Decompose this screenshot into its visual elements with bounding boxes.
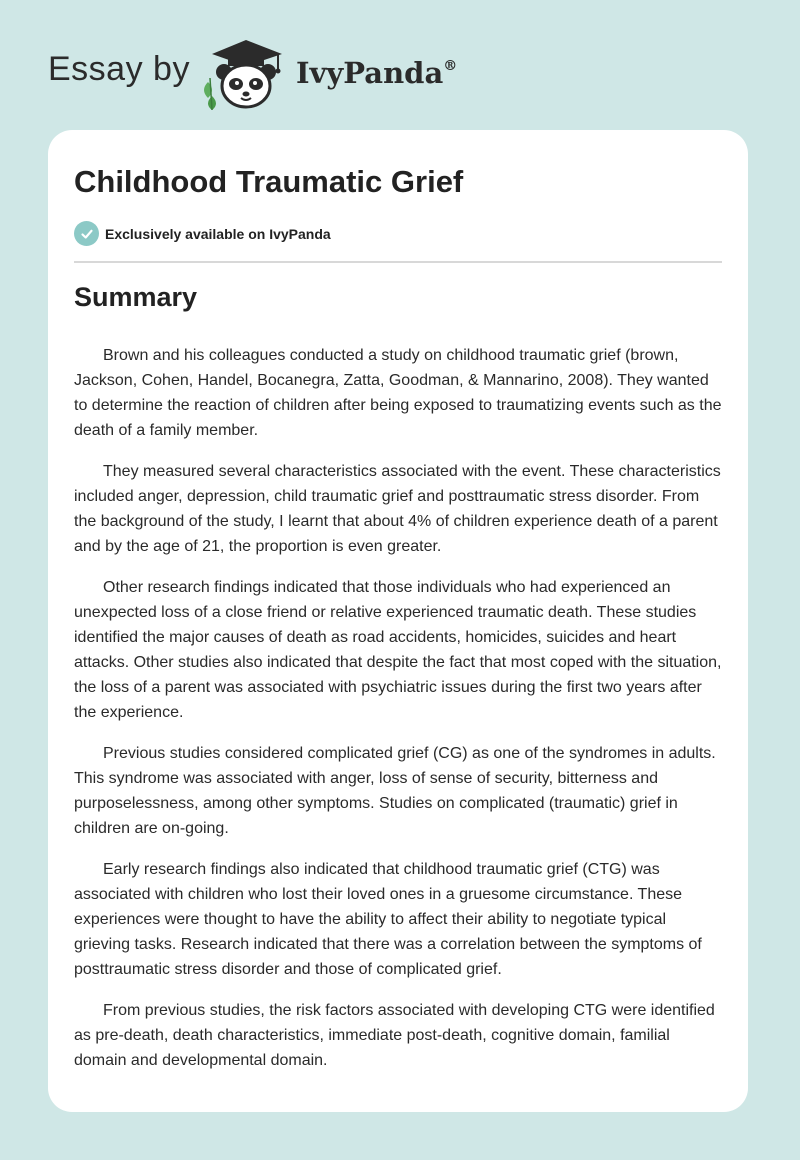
- paragraph: Brown and his colleagues conducted a study on childhood traumatic grief (brown, Jackson, Cohen, Handel, Bocanegra, Zatta, Goodman, & Mannarino, 2008). They wanted to determine the reaction of children after being exposed to traumatizing events such as the death of a family member.: [74, 347, 722, 439]
- site-header: [48, 34, 548, 114]
- essay-body: [74, 343, 722, 1089]
- exclusive-badge-label: Exclusively available on IvyPanda: [105, 225, 331, 242]
- page-title: Childhood Traumatic Grief: [74, 164, 464, 199]
- divider: [74, 261, 722, 263]
- paragraph: Other research findings indicated that those individuals who had experienced an unexpected loss of a close friend or relative experienced traumatic death. These studies identified the major causes of death as road accidents, homicides, suicides and heart attacks. Other studies also indicated that despite the fact that most coped with the situation, the loss of a parent was associated with psychiatric issues during the first two years after the experience.: [74, 579, 722, 721]
- panda-logo-icon[interactable]: [198, 34, 290, 110]
- paragraph: Early research findings also indicated that childhood traumatic grief (CTG) was associated with children who lost their loved ones in a gruesome circumstance. These experiences were thought to have the ability to affect their ability to negotiate typical grieving tasks. Research indicated that there was a correlation between the symptoms of posttraumatic stress disorder and those of complicated grief.: [74, 861, 702, 978]
- paragraph: They measured several characteristics associated with the event. These characteristics included anger, depression, child traumatic grief and posttraumatic stress disorder. From the background of the study, I learnt that about 4% of children experience death of a parent and by the age of 21, the proportion is even greater.: [74, 463, 721, 555]
- check-circle-icon: [74, 221, 99, 246]
- brand-name[interactable]: IvyPanda®: [296, 56, 458, 90]
- paragraph: Previous studies considered complicated grief (CG) as one of the syndromes in adults. This syndrome was associated with anger, loss of sense of security, bitterness and purposelessness, among other symptoms. Studies on complicated (traumatic) grief in children are on-going.: [74, 745, 716, 837]
- exclusive-badge: [74, 221, 331, 246]
- essay-by-label: Essay by: [48, 50, 190, 88]
- essay-card: [48, 130, 748, 1112]
- registered-mark: ®: [443, 58, 458, 74]
- paragraph: From previous studies, the risk factors associated with developing CTG were identified as pre-death, death characteristics, immediate post-death, cognitive domain, familial domain and developmental domain.: [74, 1002, 715, 1069]
- section-heading: Summary: [74, 282, 198, 312]
